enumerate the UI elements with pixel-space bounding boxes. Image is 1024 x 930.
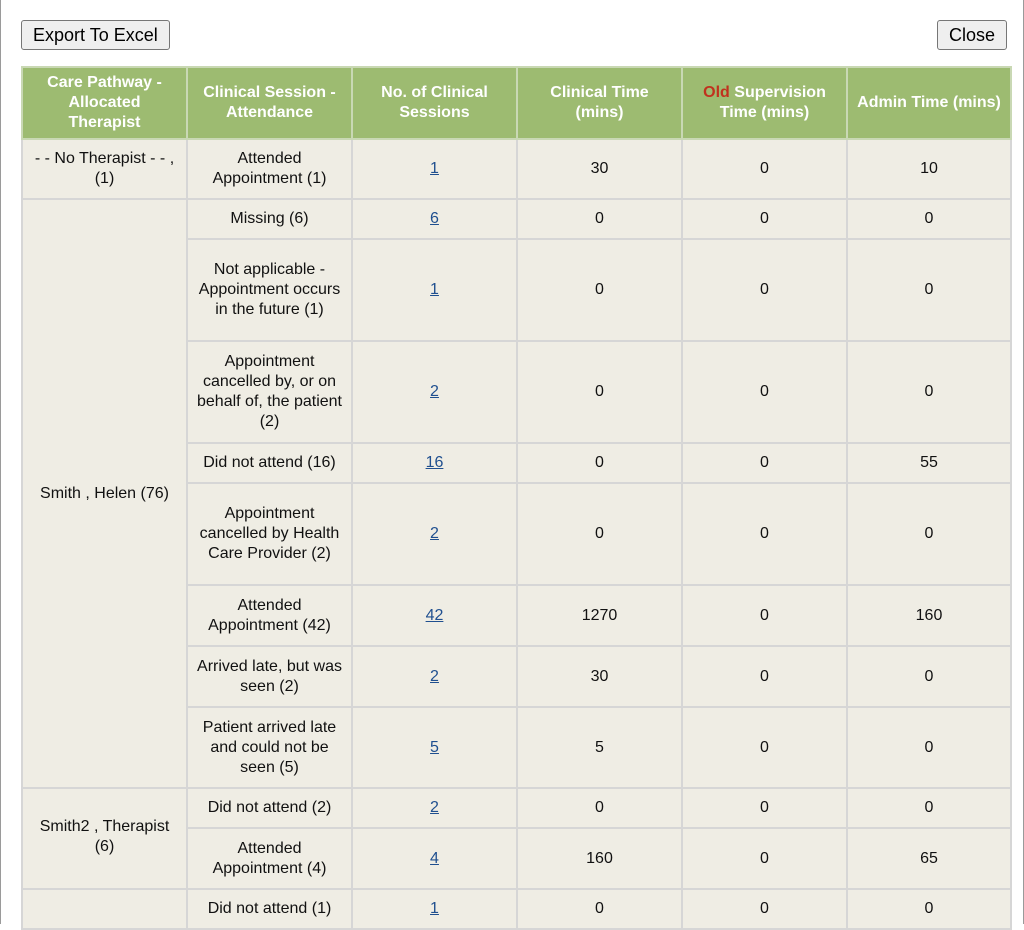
attendance-cell: Missing (6) xyxy=(187,199,352,239)
attendance-cell: Attended Appointment (42) xyxy=(187,585,352,646)
clinical-time-cell: 0 xyxy=(517,341,682,443)
sessions-cell xyxy=(352,828,517,889)
sessions-link[interactable]: 1 xyxy=(430,160,439,177)
attendance-cell: Attended Appointment (1) xyxy=(187,139,352,199)
sessions-link[interactable]: 2 xyxy=(430,525,439,542)
sessions-link[interactable]: 1 xyxy=(430,900,439,917)
clinical-time-cell: 30 xyxy=(517,139,682,199)
sessions-link[interactable]: 16 xyxy=(425,454,444,471)
table-body xyxy=(22,139,1011,929)
clinical-time-cell: 0 xyxy=(517,199,682,239)
sessions-link[interactable]: 2 xyxy=(430,667,439,685)
sessions-cell xyxy=(352,239,517,341)
attendance-cell: Did not attend (16) xyxy=(187,443,352,483)
therapist-cell: Smith , Helen (76) xyxy=(22,199,187,788)
sessions-cell xyxy=(352,199,517,239)
supervision-time-cell: 0 xyxy=(682,239,847,341)
supervision-time-cell: 0 xyxy=(682,443,847,483)
therapist-cell: - - No Therapist - - , (1) xyxy=(22,139,187,199)
attendance-cell: Patient arrived late and could not be seen (5) xyxy=(187,707,352,788)
admin-time-cell: 160 xyxy=(847,585,1011,646)
therapist-cell xyxy=(22,889,187,929)
sessions-cell xyxy=(352,443,517,483)
clinical-time-cell: 0 xyxy=(517,483,682,585)
attendance-cell: Did not attend (2) xyxy=(187,788,352,828)
export-to-excel-button[interactable]: Export To Excel xyxy=(21,20,170,50)
supervision-time-cell: 0 xyxy=(682,828,847,889)
clinical-time-cell: 0 xyxy=(517,788,682,828)
header-attendance: Clinical Session - Attendance xyxy=(187,67,352,139)
attendance-cell: Arrived late, but was seen (2) xyxy=(187,646,352,707)
sessions-cell xyxy=(352,139,517,199)
sessions-cell xyxy=(352,341,517,443)
clinical-time-cell: 0 xyxy=(517,443,682,483)
therapist-cell: Smith2 , Therapist (6) xyxy=(22,788,187,889)
sessions-cell xyxy=(352,788,517,828)
admin-time-cell: 0 xyxy=(847,341,1011,443)
clinical-time-cell: 160 xyxy=(517,828,682,889)
admin-time-cell: 0 xyxy=(847,646,1011,707)
admin-time-cell: 0 xyxy=(847,788,1011,828)
attendance-cell: Did not attend (1) xyxy=(187,889,352,929)
clinical-time-cell: 0 xyxy=(517,239,682,341)
report-table xyxy=(21,66,1012,930)
table-row xyxy=(22,889,1011,929)
sessions-cell xyxy=(352,646,517,707)
table-row xyxy=(22,139,1011,199)
supervision-time-cell: 0 xyxy=(682,889,847,929)
admin-time-cell: 65 xyxy=(847,828,1011,889)
sessions-link[interactable]: 42 xyxy=(425,606,444,624)
admin-time-cell: 55 xyxy=(847,443,1011,483)
admin-time-cell: 10 xyxy=(847,139,1011,199)
sessions-cell xyxy=(352,707,517,788)
sessions-link[interactable]: 5 xyxy=(430,738,439,756)
header-row xyxy=(22,67,1011,139)
attendance-cell: Appointment cancelled by Health Care Provider (2) xyxy=(187,483,352,585)
supervision-label: Supervision Time (mins) xyxy=(719,84,826,121)
admin-time-cell: 0 xyxy=(847,483,1011,585)
sessions-link[interactable]: 6 xyxy=(430,210,439,227)
close-button[interactable]: Close xyxy=(937,20,1007,50)
supervision-time-cell: 0 xyxy=(682,139,847,199)
clinical-time-cell: 1270 xyxy=(517,585,682,646)
sessions-cell xyxy=(352,483,517,585)
admin-time-cell: 0 xyxy=(847,199,1011,239)
header-therapist: Care Pathway - Allocated Therapist xyxy=(22,67,187,139)
supervision-time-cell: 0 xyxy=(682,483,847,585)
sessions-link[interactable]: 2 xyxy=(430,799,439,816)
toolbar xyxy=(21,20,1007,52)
attendance-cell: Attended Appointment (4) xyxy=(187,828,352,889)
old-label: Old xyxy=(703,84,730,101)
attendance-cell: Not applicable - Appointment occurs in the future (1) xyxy=(187,239,352,341)
clinical-time-cell: 5 xyxy=(517,707,682,788)
supervision-time-cell: 0 xyxy=(682,646,847,707)
clinical-time-cell: 30 xyxy=(517,646,682,707)
sessions-cell xyxy=(352,585,517,646)
sessions-cell xyxy=(352,889,517,929)
table-row xyxy=(22,199,1011,239)
supervision-time-cell: 0 xyxy=(682,341,847,443)
header-sessions: No. of Clinical Sessions xyxy=(352,67,517,139)
supervision-time-cell: 0 xyxy=(682,585,847,646)
sessions-link[interactable]: 2 xyxy=(430,383,439,400)
header-clinical-time: Clinical Time (mins) xyxy=(517,67,682,139)
sessions-link[interactable]: 1 xyxy=(430,281,439,298)
supervision-time-cell: 0 xyxy=(682,199,847,239)
admin-time-cell: 0 xyxy=(847,239,1011,341)
supervision-time-cell: 0 xyxy=(682,707,847,788)
attendance-cell: Appointment cancelled by, or on behalf of, the patient (2) xyxy=(187,341,352,443)
header-supervision-time xyxy=(682,67,847,139)
header-admin-time: Admin Time (mins) xyxy=(847,67,1011,139)
clinical-time-cell: 0 xyxy=(517,889,682,929)
admin-time-cell: 0 xyxy=(847,889,1011,929)
supervision-time-cell: 0 xyxy=(682,788,847,828)
sessions-link[interactable]: 4 xyxy=(430,849,439,867)
admin-time-cell: 0 xyxy=(847,707,1011,788)
table-row xyxy=(22,788,1011,828)
